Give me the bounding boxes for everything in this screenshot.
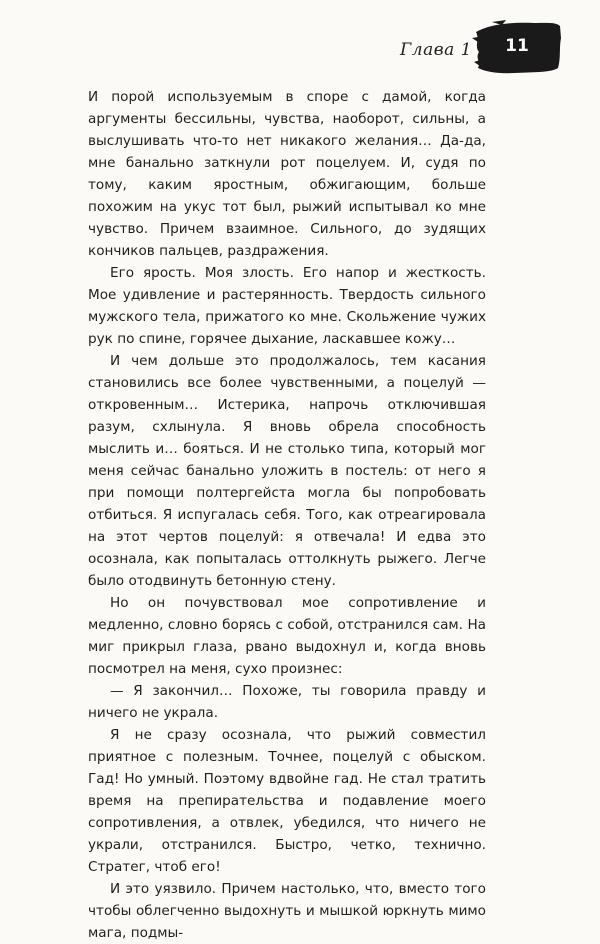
paragraph: И чем дольше это продолжалось, тем касания становились все более чувственными, а поцелуй — откровенным… Истерика, напрочь отключившая разум, схлынула. Я вновь обрела способность мыслить и… бояться. И не столько типа, который мог меня сейчас банально уложить в постель: от него я при помощи полтергейста могла бы попробовать отбиться. Я испугалась себя. Того, как отреагировала на этот чертов поцелуй: я отвечала! И едва это осознала, как попыталась оттолкнуть рыжего. Легче было отодвинуть бетонную стену. xyxy=(88,353,486,589)
page-number-badge xyxy=(472,18,562,76)
paragraph: Я не сразу осознала, что рыжий совместил приятное с полезным. Точнее, поцелуй с обыском. Гад! Но умный. Поэтому вдвойне гад. Не стал тратить время на препирательства и подавление моего сопротивления, а отвлек, убедился, что ничего не украли, отстранился. Быстро, четко, технично. Стратег, чтоб его! xyxy=(88,727,486,875)
paragraph: — Я закончил… Похоже, ты говорила правду и ничего не украла. xyxy=(88,683,486,721)
paragraph: И порой используемым в споре с дамой, когда аргументы бессильны, чувства, наоборот, сильны, а выслушивать что-то нет никакого желания… Да-да, мне банально заткнули рот поцелуем. И, судя по тому, каким яростным, обжигающим, больше похожим на укус тот был, рыжий испытывал ко мне чувство. Причем взаимное. Сильного, до зудящих кончиков пальцев, раздражения. xyxy=(88,89,486,259)
paragraph: И это уязвило. Причем настолько, что, вместо того чтобы облегченно выдохнуть и мышкой юркнуть мимо мага, подмы- xyxy=(88,881,486,941)
chapter-title: Глава 1 xyxy=(400,40,472,60)
body-text xyxy=(88,86,486,944)
paragraph: Но он почувствовал мое сопротивление и медленно, словно борясь с собой, отстранился сам. На миг прикрыл глаза, рвано выдохнул и, когда вновь посмотрел на меня, сухо произнес: xyxy=(88,595,486,677)
running-header xyxy=(0,0,600,70)
page-number: 11 xyxy=(505,36,529,56)
paragraph: Его ярость. Моя злость. Его напор и жесткость. Мое удивление и растерянность. Твердость сильного мужского тела, прижатого ко мне. Скольжение чужих рук по спине, горячее дыхание, ласкавшее кожу… xyxy=(88,265,486,347)
